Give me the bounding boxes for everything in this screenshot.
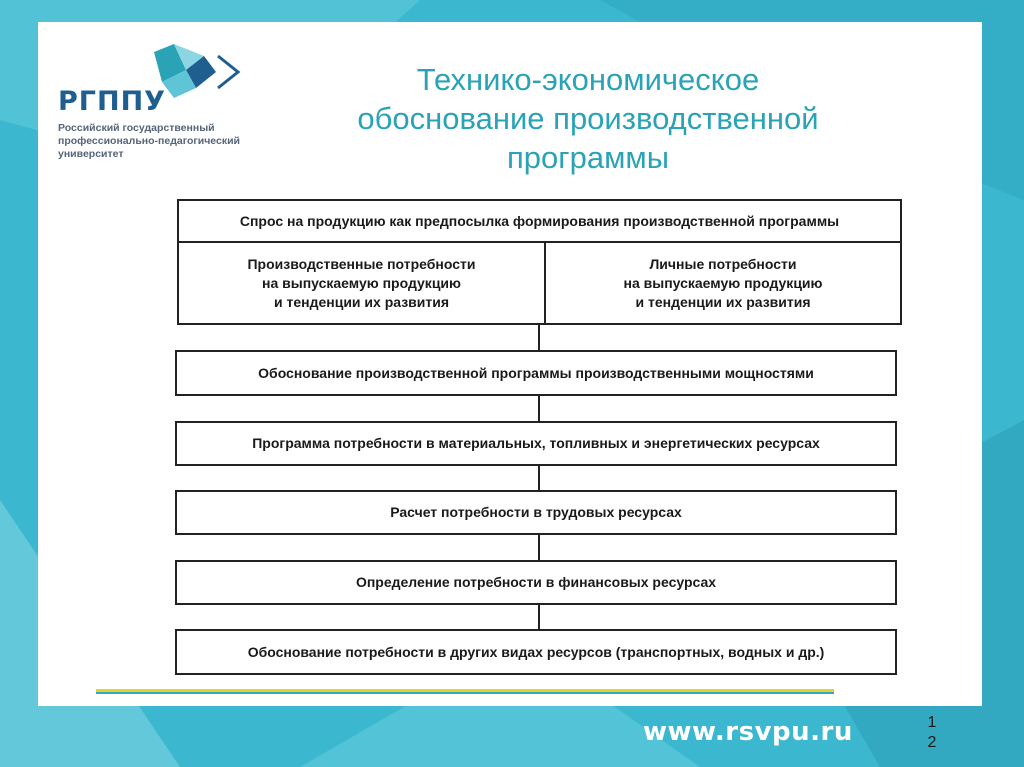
title-line: обоснование производственной <box>357 101 819 136</box>
personal-needs-line: на выпускаемую продукцию <box>623 274 823 291</box>
connector-line <box>538 605 540 629</box>
title-line: Технико-экономическое <box>416 62 760 97</box>
page-number-digit: 1 <box>927 714 937 731</box>
page-number-digit: 2 <box>927 734 937 751</box>
material-resources-box: Программа потребности в материальных, топливных и энергетических ресурсах <box>175 421 897 466</box>
website-url: www.rsvpu.ru <box>643 717 853 747</box>
production-needs-line: и тенденции их развития <box>273 293 450 310</box>
personal-needs-line: Личные потребности <box>649 255 797 272</box>
personal-needs-box <box>544 241 902 325</box>
connector-line <box>538 466 540 490</box>
personal-needs-line: и тенденции их развития <box>635 293 811 310</box>
logo-subtitle-line: Российский государственный <box>58 122 215 134</box>
title-line: программы <box>507 140 669 175</box>
production-needs-line: Производственные потребности <box>247 255 476 272</box>
financial-resources-box: Определение потребности в финансовых ресурсах <box>175 560 897 605</box>
production-needs-box <box>177 241 546 325</box>
page-number <box>922 713 942 753</box>
connector-line <box>538 325 540 350</box>
demand-box: Спрос на продукцию как предпосылка формирования производственной программы <box>177 199 902 243</box>
logo-subtitle-line: университет <box>58 148 124 160</box>
logo-name: РГППУ <box>58 86 167 117</box>
labor-resources-box: Расчет потребности в трудовых ресурсах <box>175 490 897 535</box>
logo-subtitle-line: профессионально-педагогический <box>58 135 240 147</box>
connector-line <box>538 396 540 421</box>
capacity-justification-box: Обоснование производственной программы производственными мощностями <box>175 350 897 396</box>
production-needs-line: на выпускаемую продукцию <box>262 274 461 291</box>
footer-divider-blue <box>96 692 834 694</box>
connector-line <box>538 535 540 560</box>
other-resources-box: Обоснование потребности в других видах ресурсов (транспортных, водных и др.) <box>175 629 897 675</box>
